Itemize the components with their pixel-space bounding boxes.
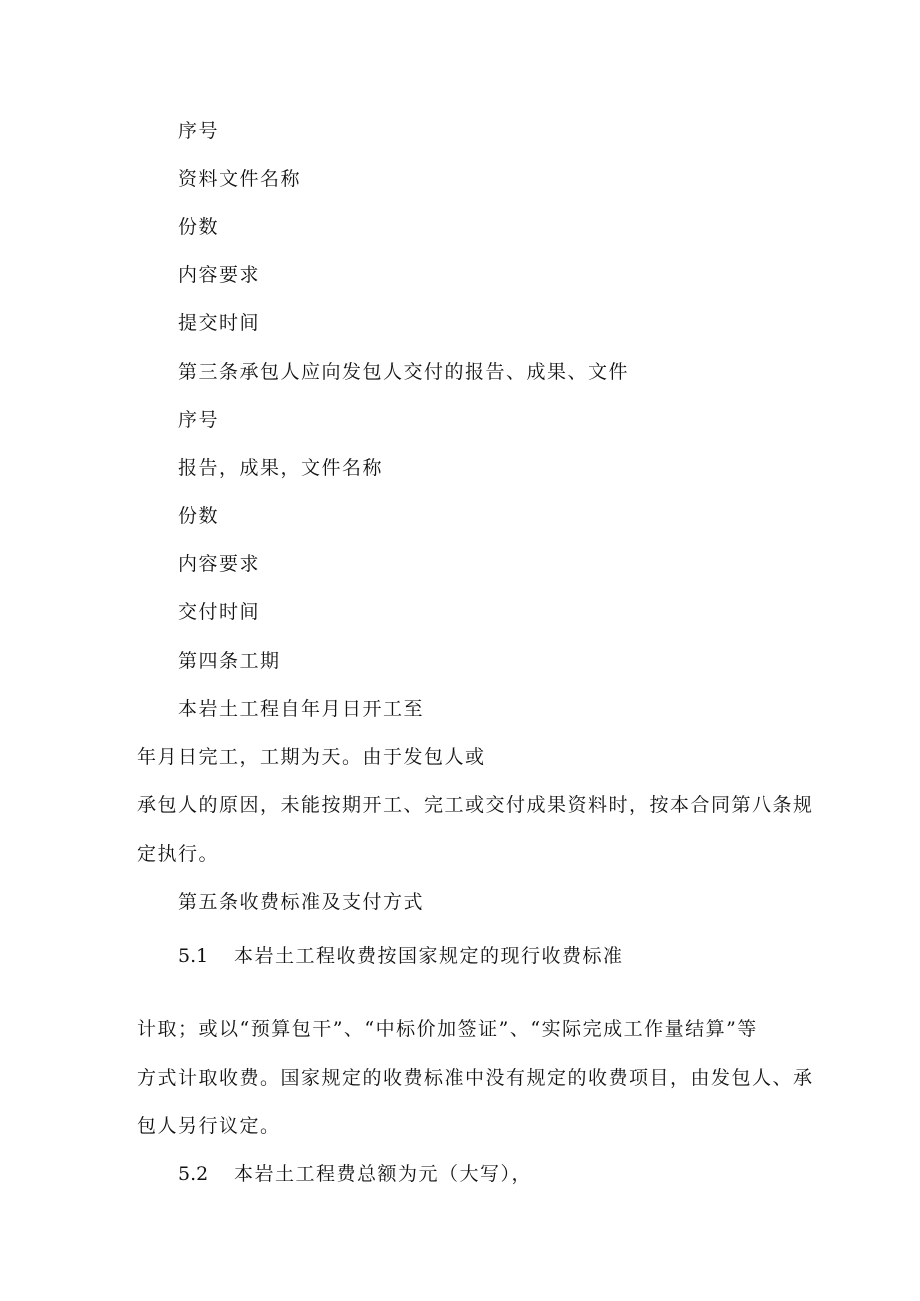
table-header-seq: 序号 [178, 120, 220, 142]
clause-5-1-cont3: 包人另行议定。 [137, 1115, 281, 1137]
table-header-submit-time: 提交时间 [178, 312, 261, 334]
clause-5-2-text: 本岩土工程费总额为元（大写）， [234, 1163, 533, 1185]
article3-header-copies: 份数 [178, 505, 220, 527]
article3-header-delivery-time: 交付时间 [178, 601, 261, 623]
clause-5-1-text: 本岩土工程收费按国家规定的现行收费标准 [234, 945, 624, 967]
article3-header-seq: 序号 [178, 409, 220, 431]
article4-paragraph-line3: 承包人的原因，未能按期开工、完工或交付成果资料时，按本合同第八条规 [137, 794, 814, 816]
article4-paragraph-line2: 年月日完工，工期为天。由于发包人或 [137, 746, 486, 768]
article3-header-requirements: 内容要求 [178, 553, 261, 575]
clause-5-2 [178, 1162, 532, 1186]
clause-5-1-cont1: 计取；或以“预算包干”、“中标价加签证”、“实际完成工作量结算”等 [137, 1018, 758, 1040]
article4-paragraph-line4: 定执行。 [137, 843, 220, 865]
article3-title: 第三条承包人应向发包人交付的报告、成果、文件 [178, 361, 630, 383]
clause-5-1-cont2: 方式计取收费。国家规定的收费标准中没有规定的收费项目，由发包人、承 [137, 1067, 814, 1089]
table-header-file-name: 资料文件名称 [178, 168, 302, 190]
article4-title: 第四条工期 [178, 650, 281, 672]
article4-paragraph-line1: 本岩土工程自年月日开工至 [178, 698, 425, 720]
clause-5-1 [178, 944, 624, 968]
table-header-requirements: 内容要求 [178, 264, 261, 286]
clause-5-1-number: 5.1 [178, 945, 209, 967]
article3-header-name: 报告，成果，文件名称 [178, 457, 384, 479]
clause-5-2-number: 5.2 [178, 1163, 209, 1185]
article5-title: 第五条收费标准及支付方式 [178, 891, 425, 913]
table-header-copies: 份数 [178, 216, 220, 238]
